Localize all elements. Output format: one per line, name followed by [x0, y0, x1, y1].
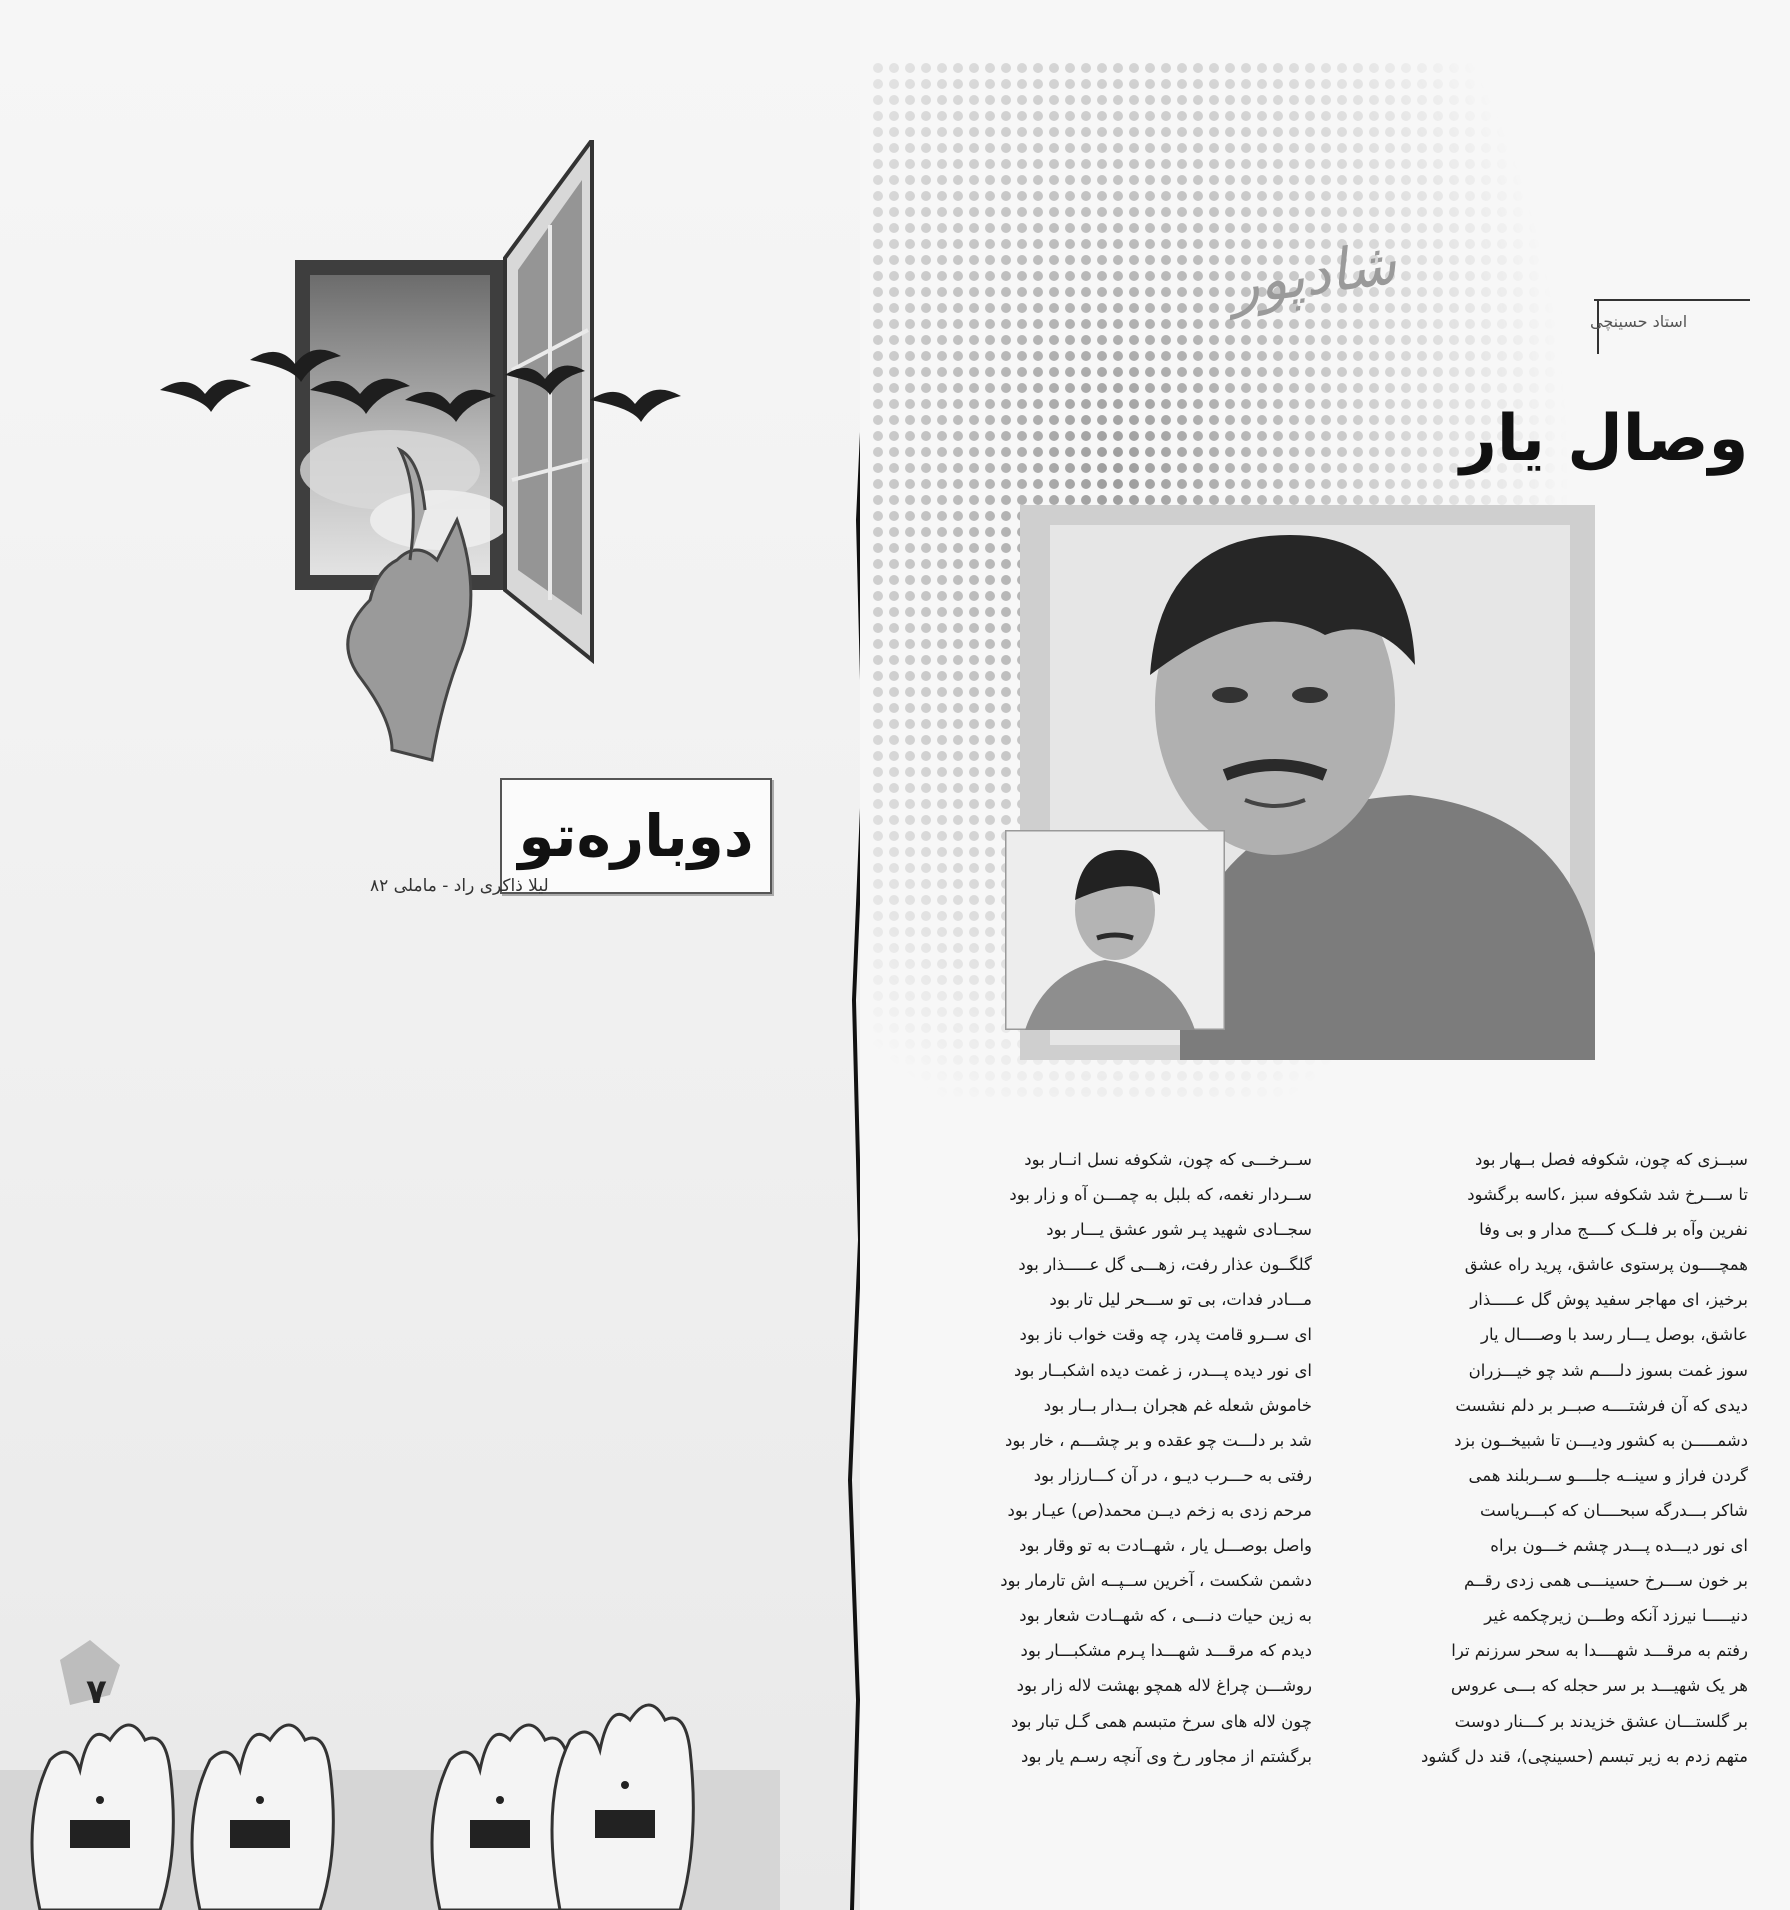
verse-line: عاشق، بوصل یـــار رسد با وصــــال یار [1481, 1325, 1748, 1345]
verse-line: هر یک شهیـــد بر سر حجله که بـــی عروس [1450, 1676, 1748, 1696]
verse-line: مـــادر فدات، بی تو ســـحر لیل تار بود [1049, 1290, 1312, 1310]
verse-line: شاکر بـــدرگه سبحــــان که کبـــریاست [1480, 1500, 1748, 1520]
verse-line: سجــادی شهید پـر شور عشق یـــار بود [1046, 1220, 1312, 1240]
verse-line: بر گلستـــان عشق خزیدند بر کـــنار دوست [1454, 1711, 1748, 1731]
window-birds-illustration [160, 140, 780, 780]
verse-line: برگشتم از مجاور رخ وی آنچه رسـم یار بود [1020, 1746, 1312, 1766]
verse-line: دشمن شکست ، آخرین ســپــه اش تارمار بود [1000, 1571, 1312, 1591]
verse-line: سوز غمت بسوز دلــــم شد چو خیـــزران [1468, 1360, 1748, 1380]
left-page [0, 0, 870, 1910]
verse-line: ســردار نغمه، که بلبل به چمـــن آه و زار بود [1009, 1185, 1312, 1205]
verse-line: مرحم زدی به زخم دیــن محمد(ص) عیـار بود [1007, 1500, 1312, 1520]
martyr-small-photo [1005, 830, 1225, 1030]
verse-line: روشـــن چراغ لاله همچو بهشت لاله زار بود [1016, 1676, 1312, 1696]
verse-column-right [1300, 1142, 1748, 1774]
verse-line: خاموش شعله غم هجران بــدار بــار بود [1043, 1395, 1312, 1415]
verse-line: دیدی که آن فرشتــــه صبــر بر دلم نشست [1455, 1395, 1748, 1415]
verse-line: ای نور دیده پـــدر، ز غمت دیده اشکبــار بود [1013, 1360, 1312, 1380]
raised-hands-illustration [0, 1620, 780, 1910]
verse-line: گلگــون عذار رفت، زهـــی گل عـــــذار بود [1018, 1255, 1312, 1275]
verse-line: شد بر دلـــت چو عقده و بر چشـــم ، خار بود [1005, 1430, 1312, 1450]
verse-line: رفتم به مرقـــد شهــــدا به سحر سرزنم ترا [1451, 1641, 1748, 1661]
verse-line: رفتی به حـــرب دیـو ، در آن کـــارزار بود [1033, 1465, 1312, 1485]
page-number: ۷ [86, 1672, 107, 1712]
verse-line: چون لاله های سرخ متبسم همی گـل تبار بود [1010, 1711, 1312, 1731]
verse-line: همچــــون پرستوی عاشق، پرید راه عشق [1464, 1255, 1748, 1275]
verse-line: دشمـــــن به کشور ودیـــن تا شبیخــون بزد [1454, 1430, 1748, 1450]
poem-author: لیلا ذاکری راد - ماملی ۸۲ [370, 876, 549, 896]
article-title: وصال یار [1460, 402, 1749, 476]
verse-line: گردن فراز و سینــه جلــــو ســربلند همی [1468, 1465, 1748, 1485]
poem-title: دوباره‌تو [518, 802, 754, 870]
verse-column-left [900, 1142, 1312, 1774]
verse-line: نفرین وآه بر فلــک کــــج مدار و بی وفا [1479, 1220, 1748, 1240]
verse-line: به زین حیات دنـــی ، که شهــادت شعار بود [1019, 1606, 1312, 1626]
verse-line: ای ســرو قامت پدر، چه وقت خواب ناز بود [1019, 1325, 1312, 1345]
verse-line: متهم زدم به زیر تبسم (حسینچی)، قند دل گشود [1420, 1746, 1748, 1766]
verse-line: ســرخـــی که چون، شکوفه نسل انــار بود [1024, 1150, 1312, 1169]
verse-line: تا ســـرخ شد شکوفه سبز ،کاسه برگشود [1467, 1185, 1748, 1205]
signature: شادپور [1226, 228, 1401, 320]
verse-line: بر خون ســـرخ حسینـــی همی زدی رقــم [1464, 1571, 1748, 1591]
verse-line: واصل بوصـــل یار ، شهــادت به تو وقار بود [1019, 1536, 1312, 1556]
verse-line: برخیز، ای مهاجر سفید پوش گل عـــــذار [1470, 1290, 1748, 1310]
verse-line: سبــزی که چون، شکوفه فصل بــهار بود [1474, 1150, 1748, 1169]
verse-line: دیدم که مرقـــد شهـــدا پـرم مشکبـــار بود [1020, 1641, 1312, 1661]
author-tag: استاد حسینچی [1590, 312, 1688, 331]
verse-line: دنیـــــا نیرزد آنکه وطـــن زیرچکمه غیر [1484, 1606, 1748, 1626]
verse-line: ای نور دیـــده پـــدر چشم خـــون براه [1490, 1536, 1748, 1556]
